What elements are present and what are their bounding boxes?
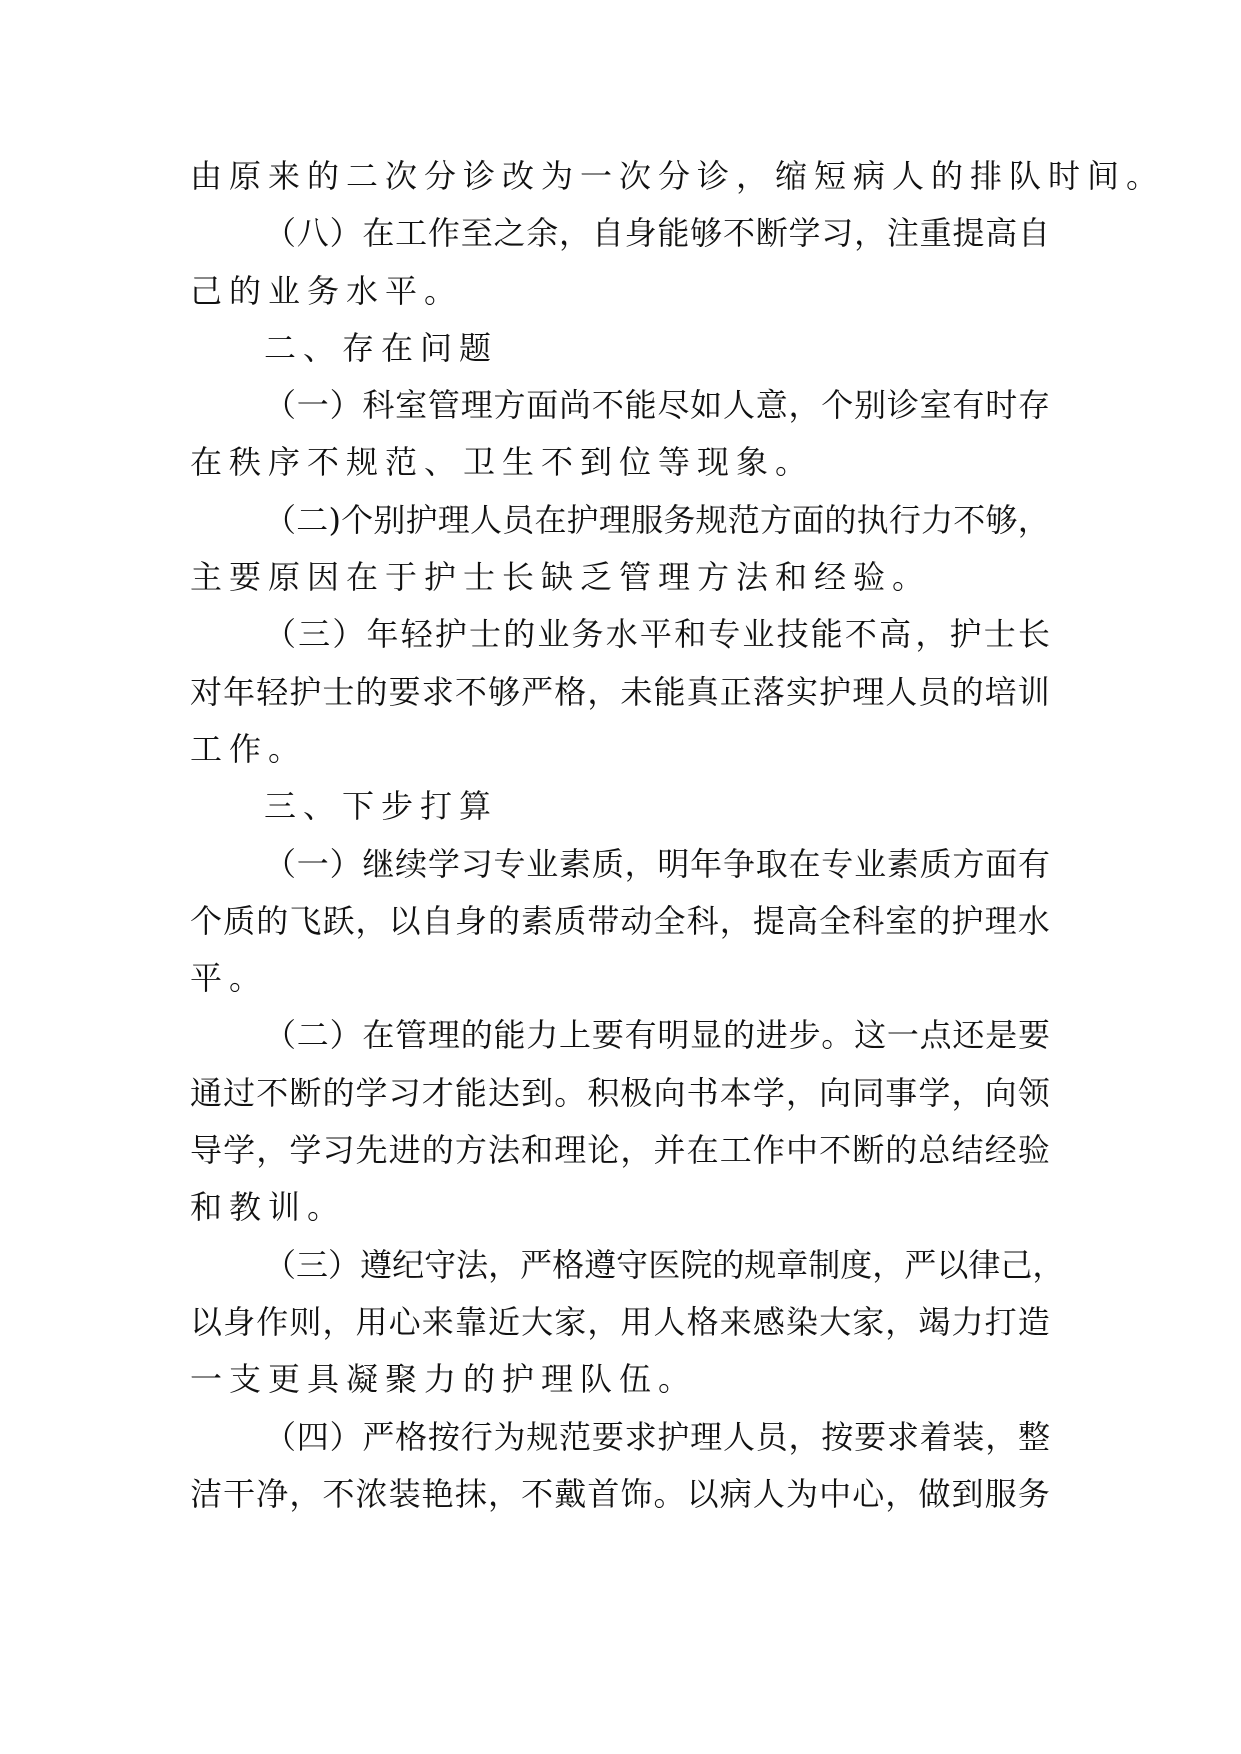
text-line: 平。	[190, 959, 269, 998]
text-line: （ 三 ） 遵 纪 守 法 ， 严 格 遵 守 医 院 的 规 章 制 度 ， 严 以 律 己 ，	[264, 1245, 1065, 1284]
text-line: （ 四 ） 严 格 按 行 为 规 范 要 求 护 理 人 员 ， 按 要 求 着 装 ， 整	[264, 1417, 1050, 1456]
text-line: 对 年 轻 护 士 的 要 求 不 够 严 格 ， 未 能 真 正 落 实 护 理 人 员 的 培 训	[190, 672, 1050, 711]
text-line: 三、下步打算	[264, 787, 499, 826]
text-line: （ 一 ） 科 室 管 理 方 面 尚 不 能 尽 如 人 意 ， 个 别 诊 室 有 时 存	[264, 386, 1050, 425]
document-body	[190, 148, 1166, 1523]
text-line: （ 二 ） 在 管 理 的 能 力 上 要 有 明 显 的 进 步 。 这 一 点 还 是 要	[264, 1016, 1050, 1055]
text-line: 洁 干 净 ， 不 浓 装 艳 抹 ， 不 戴 首 饰 。 以 病 人 为 中 心 ， 做 到 服 务	[190, 1474, 1050, 1513]
text-line: 一支更具凝聚力的护理队伍。	[190, 1360, 698, 1399]
text-line: 主要原因在于护士长缺乏管理方法和经验。	[190, 558, 932, 597]
text-line: 个 质 的 飞 跃 ， 以 自 身 的 素 质 带 动 全 科 ， 提 高 全 科 室 的 护 理 水	[190, 901, 1050, 940]
text-line: 由原来的二次分诊改为一次分诊，缩短病人的排队时间。	[190, 157, 1166, 195]
text-line: （ 八 ） 在 工 作 至 之 余 ， 自 身 能 够 不 断 学 习 ， 注 重 提 高 自	[264, 214, 1050, 253]
text-line: 在秩序不规范、卫生不到位等现象。	[190, 443, 815, 482]
text-line: （ 三 ） 年 轻 护 士 的 业 务 水 平 和 专 业 技 能 不 高 ， 护 士 长	[264, 615, 1050, 654]
text-line: （ 一 ） 继 续 学 习 专 业 素 质 ， 明 年 争 取 在 专 业 素 质 方 面 有	[264, 844, 1050, 883]
text-line: 通 过 不 断 的 学 习 才 能 达 到 。 积 极 向 书 本 学 ， 向 同 事 学 ， 向 领	[190, 1073, 1050, 1112]
text-line: 工作。	[190, 729, 308, 768]
text-line: 和教训。	[190, 1188, 347, 1227]
text-line: 以 身 作 则 ， 用 心 来 靠 近 大 家 ， 用 人 格 来 感 染 大 家 ， 竭 力 打 造	[190, 1302, 1050, 1341]
text-line: 己的业务水平。	[190, 271, 464, 310]
text-line: 二、存在问题	[264, 328, 499, 367]
text-line: （ 二 ) 个 别 护 理 人 员 在 护 理 服 务 规 范 方 面 的 执 行 力 不 够 ，	[264, 500, 1050, 539]
text-line: 导 学 ， 学 习 先 进 的 方 法 和 理 论 ， 并 在 工 作 中 不 断 的 总 结 经 验	[190, 1131, 1050, 1170]
